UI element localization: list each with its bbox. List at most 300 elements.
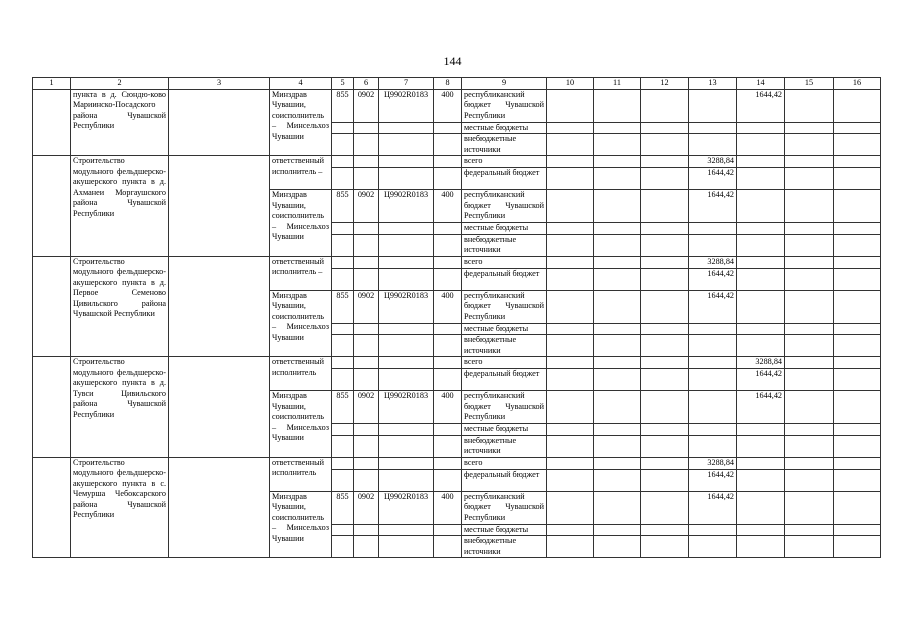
responsible-top-cell: ответственный исполнитель: [270, 357, 332, 391]
kbk-code-cell: [332, 435, 354, 457]
funding-source-cell: республиканский бюджет Чувашской Республики: [462, 290, 547, 323]
kbk-code-cell: [434, 536, 462, 558]
amount-cell: [594, 223, 641, 235]
kbk-code-cell: [332, 234, 354, 256]
amount-cell-13: [689, 335, 737, 357]
funding-source-cell: всего: [462, 156, 547, 168]
kbk-code-cell: 0902: [354, 89, 379, 122]
header-row: [33, 78, 881, 90]
amount-cell: [594, 469, 641, 491]
amount-cell-14: [737, 424, 785, 436]
funding-source-cell: республиканский бюджет Чувашской Республики: [462, 190, 547, 223]
header-cell: 12: [641, 78, 689, 90]
amount-cell: [785, 256, 834, 268]
funding-source-cell: внебюджетные источники: [462, 335, 547, 357]
amount-cell: [834, 457, 881, 469]
kbk-code-cell: [332, 424, 354, 436]
kbk-code-cell: [354, 536, 379, 558]
amount-cell: [785, 335, 834, 357]
kbk-code-cell: [379, 536, 434, 558]
amount-cell: [785, 536, 834, 558]
header-cell: 2: [71, 78, 169, 90]
funding-source-cell: всего: [462, 256, 547, 268]
amount-cell: [834, 168, 881, 190]
amount-cell: [641, 268, 689, 290]
amount-cell: [641, 369, 689, 391]
amount-cell: [594, 391, 641, 424]
kbk-code-cell: [332, 156, 354, 168]
funding-source-cell: внебюджетные источники: [462, 536, 547, 558]
amount-cell: [594, 190, 641, 223]
responsible-cell: Минздрав Чувашии, соисполнитель – Минсельхоз Чувашии: [270, 89, 332, 156]
amount-cell: [834, 323, 881, 335]
header-cell: 4: [270, 78, 332, 90]
amount-cell: [547, 357, 594, 369]
amount-cell-13: 1644,42: [689, 290, 737, 323]
amount-cell: [785, 122, 834, 134]
funding-source-cell: республиканский бюджет Чувашской Республики: [462, 391, 547, 424]
kbk-code-cell: 400: [434, 89, 462, 122]
kbk-code-cell: [354, 457, 379, 469]
amount-cell: [834, 357, 881, 369]
amount-cell: [547, 234, 594, 256]
kbk-code-cell: [434, 156, 462, 168]
amount-cell: [594, 134, 641, 156]
amount-cell-14: 1644,42: [737, 369, 785, 391]
kbk-code-cell: 0902: [354, 391, 379, 424]
amount-cell-13: 1644,42: [689, 491, 737, 524]
amount-cell: [641, 168, 689, 190]
amount-cell-14: [737, 469, 785, 491]
responsible-cell: Минздрав Чувашии, соисполнитель – Минсельхоз Чувашии: [270, 290, 332, 357]
amount-cell: [641, 524, 689, 536]
funding-source-cell: федеральный бюджет: [462, 268, 547, 290]
header-cell: 5: [332, 78, 354, 90]
kbk-code-cell: [354, 256, 379, 268]
kbk-code-cell: 400: [434, 391, 462, 424]
kbk-code-cell: [434, 469, 462, 491]
amount-cell-13: 3288,84: [689, 156, 737, 168]
kbk-code-cell: [379, 457, 434, 469]
kbk-code-cell: [354, 357, 379, 369]
amount-cell: [594, 290, 641, 323]
amount-cell: [547, 323, 594, 335]
amount-cell-13: 3288,84: [689, 256, 737, 268]
kbk-code-cell: Ц9902R0183: [379, 491, 434, 524]
kbk-code-cell: [379, 134, 434, 156]
amount-cell-14: [737, 223, 785, 235]
kbk-code-cell: [354, 369, 379, 391]
amount-cell: [785, 357, 834, 369]
kbk-code-cell: [434, 234, 462, 256]
amount-cell: [834, 335, 881, 357]
funding-source-cell: местные бюджеты: [462, 424, 547, 436]
amount-cell-14: [737, 524, 785, 536]
table-row: [33, 357, 881, 369]
kbk-code-cell: [379, 268, 434, 290]
header-cell: 15: [785, 78, 834, 90]
amount-cell: [547, 168, 594, 190]
kbk-code-cell: [434, 134, 462, 156]
amount-cell: [641, 190, 689, 223]
amount-cell: [594, 234, 641, 256]
amount-cell-14: [737, 234, 785, 256]
amount-cell-13: [689, 89, 737, 122]
amount-cell-14: [737, 122, 785, 134]
funding-source-cell: республиканский бюджет Чувашской Республики: [462, 89, 547, 122]
col3-cell: [169, 357, 270, 458]
kbk-code-cell: [379, 234, 434, 256]
amount-cell: [834, 223, 881, 235]
kbk-code-cell: [354, 524, 379, 536]
amount-cell-14: [737, 134, 785, 156]
header-cell: 13: [689, 78, 737, 90]
amount-cell: [834, 268, 881, 290]
kbk-code-cell: 0902: [354, 491, 379, 524]
amount-cell: [547, 268, 594, 290]
amount-cell: [547, 369, 594, 391]
amount-cell-14: [737, 335, 785, 357]
kbk-code-cell: [332, 469, 354, 491]
kbk-code-cell: [354, 156, 379, 168]
kbk-code-cell: [332, 536, 354, 558]
kbk-code-cell: [354, 234, 379, 256]
amount-cell: [547, 469, 594, 491]
amount-cell-14: [737, 190, 785, 223]
kbk-code-cell: [354, 268, 379, 290]
kbk-code-cell: 400: [434, 290, 462, 323]
amount-cell-13: 1644,42: [689, 469, 737, 491]
amount-cell-13: [689, 369, 737, 391]
amount-cell: [641, 256, 689, 268]
amount-cell: [547, 435, 594, 457]
kbk-code-cell: [434, 435, 462, 457]
amount-cell: [641, 391, 689, 424]
kbk-code-cell: [379, 223, 434, 235]
kbk-code-cell: [434, 369, 462, 391]
funding-source-cell: местные бюджеты: [462, 223, 547, 235]
kbk-code-cell: [332, 223, 354, 235]
amount-cell: [547, 457, 594, 469]
amount-cell-13: [689, 524, 737, 536]
funding-source-cell: всего: [462, 357, 547, 369]
header-cell: 11: [594, 78, 641, 90]
budget-table: [32, 77, 881, 558]
funding-source-cell: федеральный бюджет: [462, 369, 547, 391]
kbk-code-cell: 400: [434, 190, 462, 223]
kbk-code-cell: 0902: [354, 190, 379, 223]
amount-cell: [834, 256, 881, 268]
amount-cell: [834, 369, 881, 391]
amount-cell: [641, 223, 689, 235]
amount-cell-13: [689, 536, 737, 558]
kbk-code-cell: Ц9902R0183: [379, 89, 434, 122]
amount-cell: [547, 156, 594, 168]
amount-cell: [594, 491, 641, 524]
kbk-code-cell: [434, 323, 462, 335]
kbk-code-cell: [434, 223, 462, 235]
kbk-code-cell: [354, 223, 379, 235]
amount-cell: [547, 134, 594, 156]
amount-cell-14: 1644,42: [737, 89, 785, 122]
funding-source-cell: всего: [462, 457, 547, 469]
amount-cell-14: 1644,42: [737, 391, 785, 424]
amount-cell: [641, 335, 689, 357]
kbk-code-cell: [354, 323, 379, 335]
amount-cell-13: 3288,84: [689, 457, 737, 469]
amount-cell: [547, 491, 594, 524]
object-name-cell: Строительство модульного фельдшерско-акушерского пункта в с. Чемурша Чебоксарского района Чувашской Республики: [71, 457, 169, 558]
funding-source-cell: внебюджетные источники: [462, 134, 547, 156]
kbk-code-cell: [354, 435, 379, 457]
amount-cell: [834, 290, 881, 323]
object-name-cell: Строительство модульного фельдшерско-акушерского пункта в д. Первое Семеново Цивильского района Чувашской Республики: [71, 256, 169, 357]
amount-cell: [641, 234, 689, 256]
amount-cell: [834, 156, 881, 168]
amount-cell: [547, 524, 594, 536]
amount-cell: [785, 391, 834, 424]
amount-cell: [641, 469, 689, 491]
col3-cell: [169, 256, 270, 357]
amount-cell: [641, 290, 689, 323]
funding-source-cell: республиканский бюджет Чувашской Республики: [462, 491, 547, 524]
funding-source-cell: федеральный бюджет: [462, 168, 547, 190]
kbk-code-cell: [332, 323, 354, 335]
header-cell: 1: [33, 78, 71, 90]
amount-cell: [594, 268, 641, 290]
kbk-code-cell: Ц9902R0183: [379, 190, 434, 223]
kbk-code-cell: [332, 357, 354, 369]
amount-cell: [594, 168, 641, 190]
amount-cell-14: [737, 256, 785, 268]
kbk-code-cell: [354, 134, 379, 156]
kbk-code-cell: 0902: [354, 290, 379, 323]
kbk-code-cell: 400: [434, 491, 462, 524]
kbk-code-cell: [379, 168, 434, 190]
kbk-code-cell: [379, 424, 434, 436]
funding-source-cell: федеральный бюджет: [462, 469, 547, 491]
kbk-code-cell: [332, 122, 354, 134]
amount-cell: [834, 234, 881, 256]
amount-cell-14: [737, 491, 785, 524]
table-row: [33, 256, 881, 268]
col3-cell: [169, 156, 270, 257]
amount-cell: [594, 457, 641, 469]
amount-cell: [834, 469, 881, 491]
row-number-cell: [33, 156, 71, 257]
amount-cell-14: [737, 323, 785, 335]
kbk-code-cell: [434, 424, 462, 436]
amount-cell: [785, 190, 834, 223]
col3-cell: [169, 457, 270, 558]
kbk-code-cell: [434, 256, 462, 268]
kbk-code-cell: [332, 457, 354, 469]
amount-cell: [594, 435, 641, 457]
amount-cell: [594, 369, 641, 391]
header-cell: 9: [462, 78, 547, 90]
amount-cell: [785, 234, 834, 256]
amount-cell: [594, 156, 641, 168]
amount-cell: [785, 268, 834, 290]
amount-cell: [834, 122, 881, 134]
header-cell: 16: [834, 78, 881, 90]
kbk-code-cell: [379, 357, 434, 369]
responsible-cell: Минздрав Чувашии, соисполнитель – Минсельхоз Чувашии: [270, 491, 332, 558]
kbk-code-cell: [434, 357, 462, 369]
amount-cell: [641, 357, 689, 369]
responsible-top-cell: ответственный исполнитель –: [270, 256, 332, 290]
amount-cell: [547, 424, 594, 436]
amount-cell: [834, 524, 881, 536]
amount-cell: [785, 156, 834, 168]
row-number-cell: [33, 357, 71, 458]
kbk-code-cell: [354, 424, 379, 436]
amount-cell: [547, 122, 594, 134]
kbk-code-cell: [434, 457, 462, 469]
kbk-code-cell: 855: [332, 391, 354, 424]
object-name-cell: Строительство модульного фельдшерско-акушерского пункта в д. Ахманеи Моргаушского района Чувашской Республики: [71, 156, 169, 257]
kbk-code-cell: [332, 256, 354, 268]
amount-cell: [594, 122, 641, 134]
amount-cell-13: [689, 134, 737, 156]
funding-source-cell: внебюджетные источники: [462, 435, 547, 457]
row-number-cell: [33, 256, 71, 357]
kbk-code-cell: [332, 369, 354, 391]
amount-cell: [547, 89, 594, 122]
amount-cell-13: [689, 234, 737, 256]
amount-cell: [594, 524, 641, 536]
funding-source-cell: местные бюджеты: [462, 122, 547, 134]
amount-cell: [834, 134, 881, 156]
kbk-code-cell: [379, 323, 434, 335]
amount-cell: [547, 290, 594, 323]
amount-cell-13: [689, 223, 737, 235]
kbk-code-cell: [379, 369, 434, 391]
header-cell: 6: [354, 78, 379, 90]
amount-cell-13: [689, 323, 737, 335]
amount-cell-13: 1644,42: [689, 268, 737, 290]
responsible-top-cell: ответственный исполнитель –: [270, 156, 332, 190]
kbk-code-cell: [434, 524, 462, 536]
kbk-code-cell: [434, 268, 462, 290]
amount-cell: [641, 457, 689, 469]
amount-cell-13: [689, 122, 737, 134]
amount-cell: [547, 256, 594, 268]
funding-source-cell: местные бюджеты: [462, 524, 547, 536]
amount-cell-13: [689, 357, 737, 369]
kbk-code-cell: [332, 268, 354, 290]
amount-cell: [834, 391, 881, 424]
amount-cell: [594, 424, 641, 436]
amount-cell: [641, 491, 689, 524]
kbk-code-cell: [354, 122, 379, 134]
kbk-code-cell: 855: [332, 491, 354, 524]
page-number: 144: [443, 54, 462, 68]
amount-cell: [594, 256, 641, 268]
kbk-code-cell: Ц9902R0183: [379, 290, 434, 323]
amount-cell: [641, 536, 689, 558]
amount-cell: [547, 190, 594, 223]
kbk-code-cell: [379, 524, 434, 536]
amount-cell-13: [689, 435, 737, 457]
kbk-code-cell: [379, 256, 434, 268]
header-cell: 3: [169, 78, 270, 90]
kbk-code-cell: [434, 168, 462, 190]
amount-cell: [834, 435, 881, 457]
amount-cell-14: [737, 156, 785, 168]
amount-cell: [785, 424, 834, 436]
amount-cell: [785, 491, 834, 524]
amount-cell: [785, 369, 834, 391]
header-cell: 14: [737, 78, 785, 90]
amount-cell: [594, 536, 641, 558]
kbk-code-cell: 855: [332, 290, 354, 323]
header-cell: 8: [434, 78, 462, 90]
amount-cell: [594, 89, 641, 122]
amount-cell: [785, 457, 834, 469]
amount-cell: [834, 536, 881, 558]
amount-cell: [785, 134, 834, 156]
table-row: [33, 156, 881, 168]
header-cell: 10: [547, 78, 594, 90]
kbk-code-cell: [379, 335, 434, 357]
kbk-code-cell: [379, 469, 434, 491]
amount-cell: [641, 435, 689, 457]
amount-cell: [834, 424, 881, 436]
amount-cell: [594, 335, 641, 357]
object-name-cell: Строительство модульного фельдшерско-акушерского пункта в д. Тувси Цивильского района Чувашской Республики: [71, 357, 169, 458]
kbk-code-cell: [354, 335, 379, 357]
col3-cell: [169, 89, 270, 156]
kbk-code-cell: [332, 335, 354, 357]
amount-cell-14: [737, 268, 785, 290]
kbk-code-cell: [434, 122, 462, 134]
header-cell: 7: [379, 78, 434, 90]
responsible-top-cell: ответственный исполнитель: [270, 457, 332, 491]
table-row: [33, 89, 881, 122]
kbk-code-cell: Ц9902R0183: [379, 391, 434, 424]
amount-cell-14: [737, 290, 785, 323]
kbk-code-cell: 855: [332, 89, 354, 122]
amount-cell: [641, 122, 689, 134]
amount-cell: [785, 168, 834, 190]
amount-cell-14: [737, 536, 785, 558]
amount-cell-14: [737, 435, 785, 457]
kbk-code-cell: [354, 168, 379, 190]
funding-source-cell: внебюджетные источники: [462, 234, 547, 256]
amount-cell: [594, 357, 641, 369]
amount-cell: [785, 524, 834, 536]
object-name-cell: пункта в д. Сюндю-ково Мариинско-Посадского района Чувашской Республики: [71, 89, 169, 156]
amount-cell: [785, 89, 834, 122]
amount-cell: [641, 323, 689, 335]
kbk-code-cell: [379, 122, 434, 134]
amount-cell: [547, 223, 594, 235]
amount-cell-13: 1644,42: [689, 190, 737, 223]
amount-cell: [785, 323, 834, 335]
amount-cell: [547, 335, 594, 357]
kbk-code-cell: [354, 469, 379, 491]
amount-cell: [785, 435, 834, 457]
kbk-code-cell: [332, 524, 354, 536]
amount-cell-14: [737, 168, 785, 190]
amount-cell: [641, 424, 689, 436]
amount-cell: [834, 190, 881, 223]
amount-cell: [785, 469, 834, 491]
responsible-cell: Минздрав Чувашии, соисполнитель – Минсельхоз Чувашии: [270, 190, 332, 257]
funding-source-cell: местные бюджеты: [462, 323, 547, 335]
amount-cell: [785, 290, 834, 323]
